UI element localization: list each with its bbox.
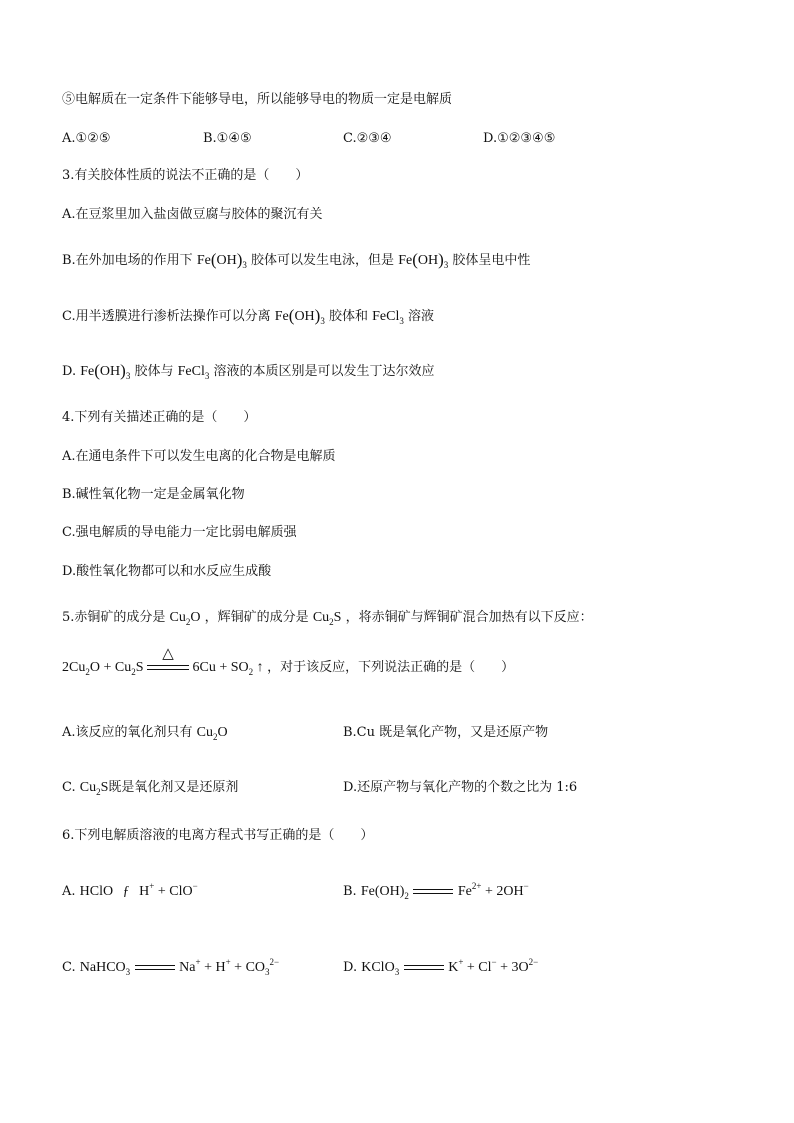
q4-stem: 4.下列有关描述正确的是（ ） [62, 410, 257, 425]
q2-option-b: B.①④⑤ [203, 131, 252, 146]
equals-sign [135, 965, 175, 970]
q3-option-d: D. $Fe(OH)_3$ 胶体与 FeCl$_3$ 溶液的本质区别是可以发生丁达尔效应 [62, 361, 435, 381]
q2-statement-5: ⑤电解质在一定条件下能够导电，所以能够导电的物质一定是电解质 [62, 92, 453, 107]
q2-option-a: A.①②⑤ [62, 131, 111, 146]
q4-option-a: A.在通电条件下可以发生电离的化合物是电解质 [62, 449, 336, 464]
q5-option-b: B.Cu 既是氧化产物，又是还原产物 [343, 725, 549, 740]
q2-option-d: D.①②③④⑤ [483, 131, 556, 146]
q4-option-c: C.强电解质的导电能力一定比弱电解质强 [62, 525, 297, 540]
q5-option-a: A.该反应的氧化剂只有 $Cu_2O$ [62, 725, 228, 742]
q3-option-b: B.在外加电场的作用下 $Fe(OH)_3$ 胶体可以发生电泳，但是 $Fe(OH)_3$ 胶体呈电中性 [62, 250, 531, 270]
q5-option-d: D.还原产物与氧化产物的个数之比为 1:6 [343, 780, 578, 795]
equals-sign [413, 889, 453, 894]
q4-option-d: D.酸性氧化物都可以和水反应生成酸 [62, 564, 272, 579]
q2-option-c: C.②③④ [343, 131, 392, 146]
q6-option-c: C. NaHCO$_3$ $Na^+ + H^+ + CO_3^{2-}$ [62, 957, 280, 977]
heating-equals-sign: △ [147, 659, 189, 677]
q5-option-c: C. $Cu_2S$既是氧化剂又是还原剂 [62, 780, 239, 797]
q6-option-b: B. $Fe(OH)_2$ $Fe^{2+} + 2OH^-$ [343, 881, 529, 901]
q4-option-b: B.碱性氧化物一定是金属氧化物 [62, 487, 245, 502]
q6-option-a: A. HClO ƒ H+ + ClO− [62, 881, 198, 899]
gas-up-arrow: ↑ [256, 660, 264, 676]
q6-option-d: D. KClO$_3$ $K^+ + Cl^- + 3O^{2-}$ [343, 957, 539, 977]
equals-sign [404, 965, 444, 970]
q3-option-c: C.用半透膜进行渗析法操作可以分离 $Fe(OH)_3$ 胶体和 FeCl$_3$ 溶液 [62, 306, 435, 326]
q6-stem: 6.下列电解质溶液的电离方程式书写正确的是（ ） [62, 828, 374, 843]
q3-option-a: A.在豆浆里加入盐卤做豆腐与胶体的聚沉有关 [62, 207, 323, 222]
q3-stem: 3.有关胶体性质的说法不正确的是（ ） [62, 168, 309, 183]
q5-equation: $2Cu_2O + Cu_2S$ △ $6Cu + SO_2$ ↑ [62, 646, 264, 678]
q5-stem: 5.赤铜矿的成分是 $Cu_2O$ ，辉铜矿的成分是 $Cu_2S$ ，将赤铜矿与辉铜矿混合加热有以下反应： [62, 610, 593, 627]
q5-equation-line: $2Cu_2O + Cu_2S$ △ $6Cu + SO_2$ ↑ ，对于该反应，下列说法正确的是（ ） [62, 646, 515, 678]
